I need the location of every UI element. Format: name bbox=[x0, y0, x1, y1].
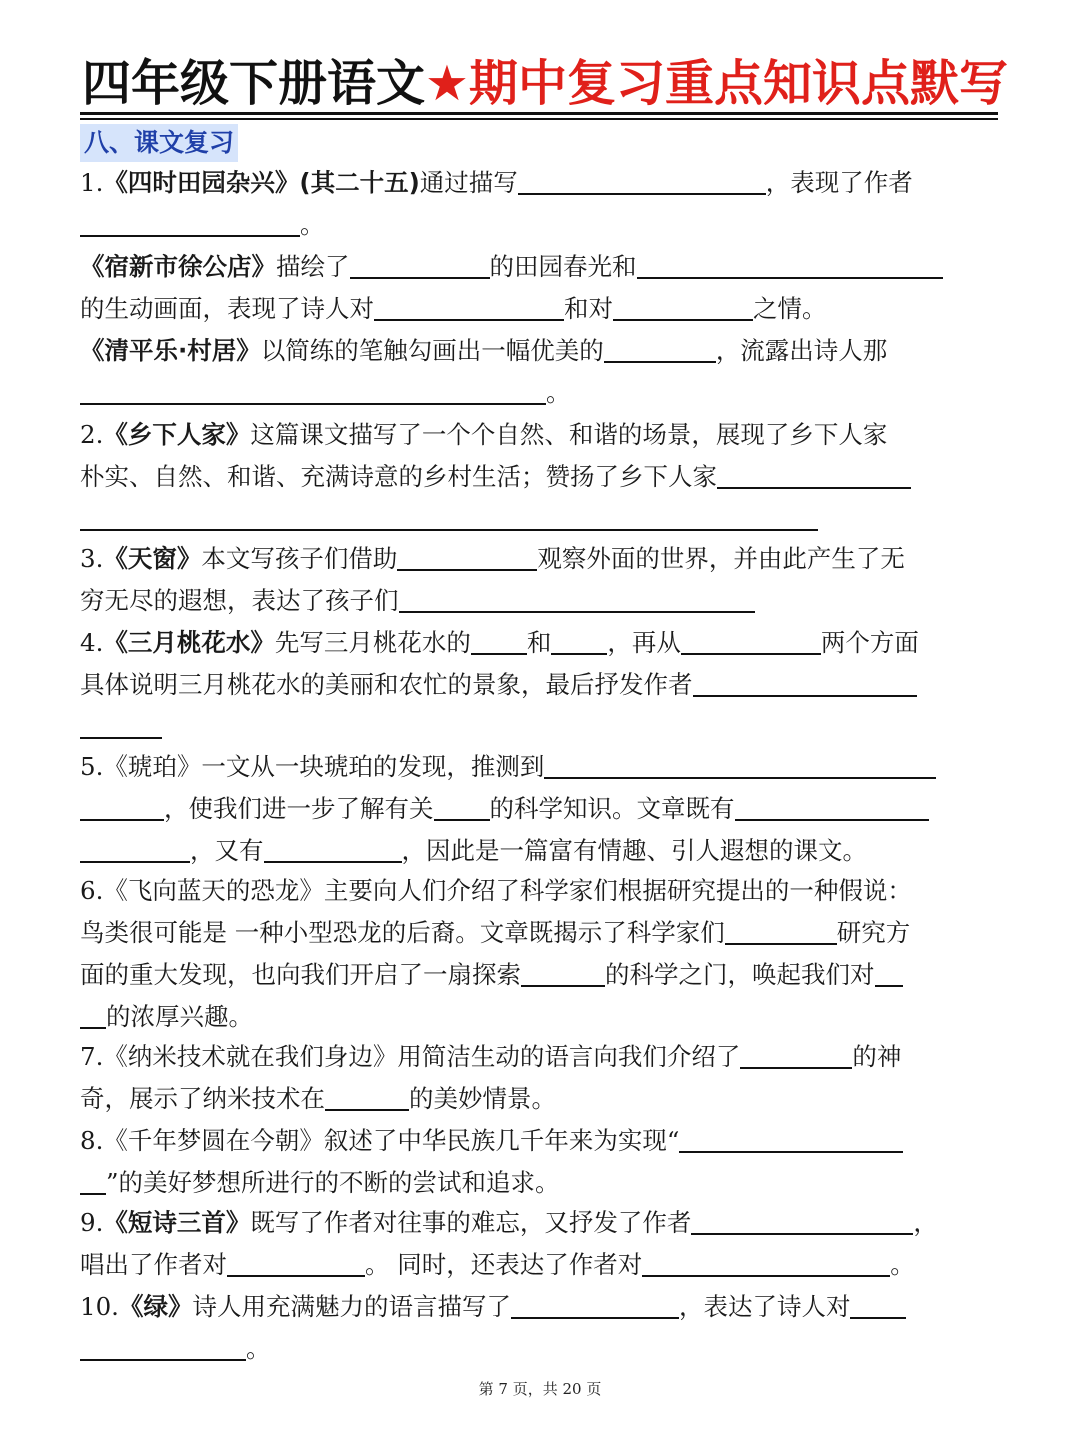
blank[interactable] bbox=[679, 1121, 903, 1153]
blank[interactable] bbox=[637, 247, 943, 279]
title-black-part: 四年级下册语文 bbox=[82, 55, 426, 112]
item-6-line-2: 鸟类很可能是 一种小型恐龙的后裔。文章既揭示了科学家们 研究方 bbox=[80, 912, 1002, 954]
item-3-line-2: 穷无尽的遐想，表达了孩子们 bbox=[80, 580, 1002, 622]
blank[interactable] bbox=[691, 1203, 913, 1235]
item-8-line-1: 8.《千年梦圆在今朝》叙述了中华民族几千年来为实现“ bbox=[80, 1120, 1002, 1162]
blank[interactable] bbox=[264, 831, 402, 863]
page-footer: 第 7 页，共 20 页 bbox=[478, 1380, 602, 1398]
blank[interactable] bbox=[717, 457, 911, 489]
item-10-line-2: 。 bbox=[80, 1328, 1002, 1370]
blank[interactable] bbox=[80, 1163, 106, 1195]
item-2-line-2: 朴实、自然、和谐、充满诗意的乡村生活；赞扬了乡下人家 bbox=[80, 456, 1002, 498]
item-1-line-2: 。 bbox=[80, 204, 1002, 246]
item-7-line-2: 奇，展示了纳米技术在 的美妙情景。 bbox=[80, 1078, 1002, 1120]
item-5-line-2: ，使我们进一步了解有关 的科学知识。文章既有 bbox=[80, 788, 1002, 830]
blank[interactable] bbox=[551, 623, 607, 655]
blank[interactable] bbox=[681, 623, 821, 655]
blank[interactable] bbox=[725, 913, 837, 945]
section-heading: 八、课文复习 bbox=[80, 124, 238, 162]
blank[interactable] bbox=[80, 499, 818, 531]
blank[interactable] bbox=[850, 1287, 906, 1319]
blank[interactable] bbox=[740, 1037, 852, 1069]
blank[interactable] bbox=[399, 581, 755, 613]
item-6-line-1: 6.《飞向蓝天的恐龙》主要向人们介绍了科学家们根据研究提出的一种假说： bbox=[80, 876, 912, 905]
item-6-line-4: 的浓厚兴趣。 bbox=[80, 996, 1002, 1038]
blank[interactable] bbox=[735, 789, 929, 821]
item-9-line-2: 唱出了作者对 。 同时，还表达了作者对 。 bbox=[80, 1244, 1002, 1286]
blank[interactable] bbox=[80, 831, 190, 863]
item-4-line-2: 具体说明三月桃花水的美丽和农忙的景象，最后抒发作者 bbox=[80, 664, 1002, 706]
blank[interactable] bbox=[374, 289, 564, 321]
blank[interactable] bbox=[642, 1245, 890, 1277]
blank[interactable] bbox=[511, 1287, 679, 1319]
blank[interactable] bbox=[80, 997, 106, 1029]
item-2-line-1: 2.《乡下人家》这篇课文描写了一个个自然、和谐的场景，展现了乡下人家 bbox=[80, 420, 888, 449]
blank[interactable] bbox=[325, 1079, 409, 1111]
blank[interactable] bbox=[350, 247, 490, 279]
blank[interactable] bbox=[80, 789, 164, 821]
page-title bbox=[82, 54, 1008, 114]
item-4-line-3 bbox=[80, 706, 1002, 748]
blank[interactable] bbox=[227, 1245, 365, 1277]
blank[interactable] bbox=[875, 955, 903, 987]
item-1-line-3: 《宿新市徐公店》描绘了 的田园春光和 bbox=[80, 246, 1002, 288]
title-underline-thin bbox=[80, 118, 998, 120]
blank[interactable] bbox=[518, 163, 766, 195]
title-underline-thick bbox=[80, 112, 998, 115]
item-8-line-2: ”的美好梦想所进行的不断的尝试和追求。 bbox=[80, 1162, 1002, 1204]
star-icon: ★ bbox=[425, 55, 469, 112]
blank[interactable] bbox=[434, 789, 490, 821]
item-1-line-6: 。 bbox=[80, 372, 1002, 414]
item-5-line-3: ，又有 ，因此是一篇富有情趣、引人遐想的课文。 bbox=[80, 830, 1002, 872]
title-red-part: 期中复习重点知识点默写 bbox=[468, 55, 1008, 112]
item-3-line-1: 3.《天窗》本文写孩子们借助 观察外面的世界，并由此产生了无 bbox=[80, 538, 1002, 580]
item-7-line-1: 7.《纳米技术就在我们身边》用简洁生动的语言向我们介绍了 的神 bbox=[80, 1036, 1002, 1078]
item-9-line-1: 9.《短诗三首》既写了作者对往事的难忘，又抒发了作者 ， bbox=[80, 1202, 1002, 1244]
blank[interactable] bbox=[613, 289, 753, 321]
item-5-line-1: 5.《琥珀》一文从一块琥珀的发现，推测到 bbox=[80, 746, 1002, 788]
blank[interactable] bbox=[471, 623, 527, 655]
item-1-line-4: 的生动画面，表现了诗人对 和对 之情。 bbox=[80, 288, 1002, 330]
item-4-line-1: 4.《三月桃花水》先写三月桃花水的 和 ，再从 两个方面 bbox=[80, 622, 1002, 664]
item-1-line-1: 1.《四时田园杂兴》(其二十五)通过描写 ，表现了作者 bbox=[80, 162, 1002, 204]
blank[interactable] bbox=[80, 205, 300, 237]
item-1-line-5: 《清平乐·村居》以简练的笔触勾画出一幅优美的 ，流露出诗人那 bbox=[80, 330, 1002, 372]
item-2-line-3 bbox=[80, 498, 1002, 540]
blank[interactable] bbox=[693, 665, 917, 697]
blank[interactable] bbox=[80, 1329, 246, 1361]
blank[interactable] bbox=[604, 331, 716, 363]
blank[interactable] bbox=[397, 539, 537, 571]
blank[interactable] bbox=[544, 747, 936, 779]
blank[interactable] bbox=[80, 707, 162, 739]
item-10-line-1: 10.《绿》诗人用充满魅力的语言描写了 ，表达了诗人对 bbox=[80, 1286, 1002, 1328]
blank[interactable] bbox=[521, 955, 605, 987]
item-6-line-3: 面的重大发现，也向我们开启了一扇探索 的科学之门，唤起我们对 bbox=[80, 954, 1002, 996]
blank[interactable] bbox=[80, 373, 546, 405]
